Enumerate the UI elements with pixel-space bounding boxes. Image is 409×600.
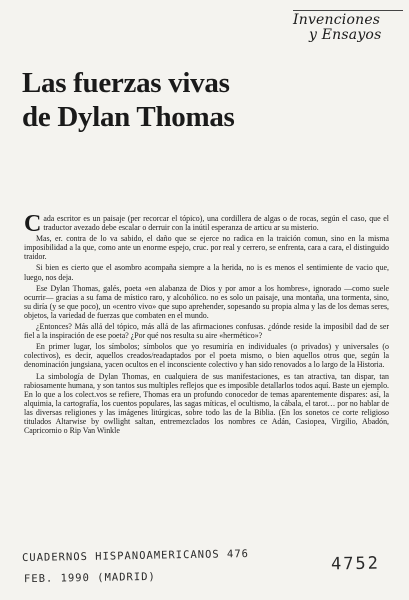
article-body <box>24 211 389 436</box>
paragraph: En primer lugar, los símbolos; símbolos que yo resumiría en individuales (o privados) y universales (o colectivos), es decir, aquellos creados/readaptados por el poeta mismo, o bien aquellos otros que, según la denominación jungsiana, yacen ocultos en el inconsciente colectivo y han sido renovados a lo largo de la Historia. <box>24 342 389 370</box>
paragraph: ¿Entonces? Más allá del tópico, más allá de las afirmaciones confusas. ¿dónde reside la imposibil dad de ser fiel a la inspiración de ese poeta? ¿Por qué nos resulta su aire «hermético»? <box>24 322 389 341</box>
section-label-line1: Invenciones <box>293 12 381 28</box>
paragraph: La simbología de Dylan Thomas, en cualquiera de sus manifestaciones, es tan atractiva, tan dispar, tan rabiosamente humana, y son tantos sus multiples reflejos que es imposible detallarlos todos aquí. Baste un ejemplo. En lo que a los colect.vos se refiere, Thomas era un profundo conocedor de temas aparentemente dispares: así, la alquimia, la cartografía, los cuentos populares, las sagas míticas, el ocultismo, la cábala, el tarot… por no hablar de las diversas religiones y las imágenes litúrgicas, sobre todo las de la Biblia. (En los sonetos ce corte religioso titulados Altarwise by owllight saltan, entremezclados los nombres ce Adán, Casiopea, Virgilio, Abadón, Capricornio o Rip Van Winkle <box>24 371 389 436</box>
paragraph <box>24 211 389 237</box>
handwritten-source-note: CUADERNOS HISPANOAMERICANOS 476 <box>21 548 250 564</box>
drop-cap: C <box>24 211 42 237</box>
paragraph-text: ada escritor es un paisaje (per recorcar el tópico), una cordillera de algas o de rocas, según el caso, que el traductor avezado debe escalar o derruir con la inútil esperanza de articu ar su misterio. <box>43 214 389 233</box>
article-title <box>22 66 235 134</box>
paragraph: Si bien es cierto que el asombro acompaña siempre a la herida, no is es menos el sentimiente de vacio que, luego, nos deja. <box>24 263 389 282</box>
section-header <box>293 10 403 43</box>
paragraph: Ese Dylan Thomas, galés, poeta «en alabanza de Dios y por amor a los hombres», ignorado —como suele ocurrir— gracias a su fama de místico raro, y alcohólico. no es solo un paisaje, una montaña, una tormenta, sino, su diría (y se que poco), un «centro vivo» que supo aprehender, sopesando su propia alma y las de los demas seres, objetos, la variedad de fuerzas que combaten en el mundo. <box>24 283 389 320</box>
paragraph: Mas, er. contra de lo va sabido, el daño que se ejerce no radica en la traición comun, sino en la misma imposibilidad a la que, como ante un enorme espejo, cruc. por real y cerrero, se enfrenta, cara a cara, el distinguido traidor. <box>24 234 389 262</box>
section-label-line2: y Ensayos <box>309 27 382 43</box>
handwritten-catalog-number: 4752 <box>330 553 381 575</box>
title-line2: de Dylan Thomas <box>22 101 235 133</box>
handwritten-date-note: FEB. 1990 (MADRID) <box>23 570 156 586</box>
title-line1: Las fuerzas vivas <box>22 67 230 99</box>
